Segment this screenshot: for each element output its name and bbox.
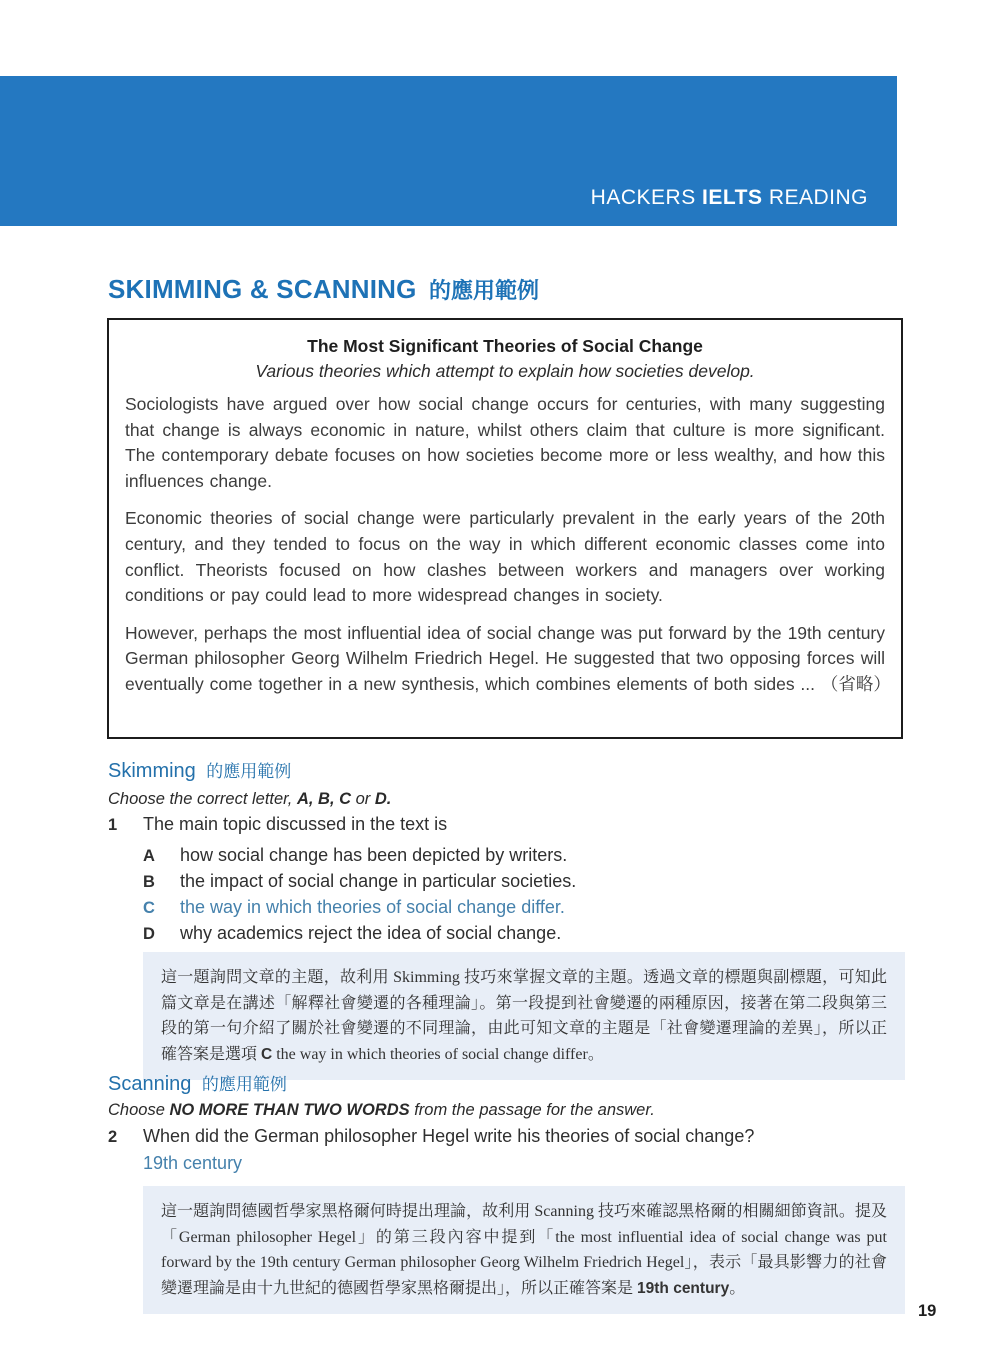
question-2-number: 2 [108, 1128, 118, 1146]
skimming-heading-chinese: 的應用範例 [206, 762, 292, 781]
option-a [143, 842, 576, 868]
question-1-options [143, 842, 576, 946]
question-1-text: The main topic discussed in the text is [143, 814, 448, 834]
scanning-explanation-box [143, 1186, 905, 1314]
text-segment: from the passage for the answer. [409, 1101, 655, 1119]
brand-title [591, 186, 868, 210]
skimming-explanation-box [143, 952, 905, 1080]
text-segment: 這一題詢問文章的主題，故利用 Skimming 技巧來掌握文章的主題。透過文章的標題與副標題，可知此篇文章是在講述「解釋社會變遷的各種理論」。第一段提到社會變遷的兩種原因，接著在第二段與第三段的第一句介紹了關於社會變遷的不同理論，由此可知文章的主題是「社會變遷理論的差異」，所以正確答案是選項 [161, 969, 887, 1063]
question-2-text: When did the German philosopher Hegel write his theories of social change? [143, 1126, 755, 1146]
scanning-heading-english: Scanning [108, 1073, 192, 1095]
question-2 [108, 1126, 754, 1147]
option-a-letter: A [143, 847, 155, 865]
page-title-chinese: 的應用範例 [429, 278, 540, 303]
text-segment: Choose the correct letter, [108, 790, 297, 808]
skimming-section-heading [108, 757, 291, 783]
text-segment: C [261, 1045, 273, 1063]
scanning-heading-chinese: 的應用範例 [201, 1075, 287, 1094]
option-b [143, 868, 576, 894]
text-segment: READING [762, 186, 868, 209]
text-segment: 19th century [637, 1279, 730, 1297]
scanning-instruction [108, 1101, 655, 1120]
option-c-text: the way in which theories of social change differ. [180, 897, 565, 917]
text-segment: 這一題詢問德國哲學家黑格爾何時提出理論，故利用 Scanning 技巧來確認黑格爾的相關細節資訊。提及「German philosopher Hegel」的第三段內容中提到「the most influential idea of social change was put forward by the 19th century German philosopher Georg Wilhelm Friedrich Hegel」，表示「最具影響力的社會變遷理論是由十九世紀的德國哲學家黑格爾提出」，所以正確答案是 [161, 1203, 887, 1297]
option-c [143, 894, 576, 920]
text-segment: the way in which theories of social change differ。 [272, 1045, 604, 1063]
header-band [0, 76, 897, 226]
text-segment: HACKERS [590, 186, 703, 209]
option-b-text: the impact of social change in particular societies. [180, 871, 577, 891]
skimming-heading-english: Skimming [108, 760, 196, 782]
page-title-english: SKIMMING & SCANNING [108, 274, 417, 304]
option-d-text: why academics reject the idea of social change. [180, 923, 562, 943]
option-a-text: how social change has been depicted by writers. [180, 845, 568, 865]
option-d-letter: D [143, 925, 155, 943]
passage-box [107, 318, 903, 739]
passage-subtitle: Various theories which attempt to explain how societies develop. [255, 361, 755, 381]
text-segment: IELTS [702, 186, 763, 209]
text-segment: A, B, C [296, 790, 352, 808]
text-segment: or [351, 790, 375, 808]
question-2-answer: 19th century [143, 1153, 243, 1173]
question-1-number: 1 [108, 816, 118, 834]
passage-paragraph: Sociologists have argued over how social change occurs for centuries, with many suggesting that change is always economic in nature, whilst others claim that culture is more significant. The contemporary debate focuses on how societies become more or less wealthy, and how this influences change. [125, 394, 885, 491]
passage-paragraph: Economic theories of social change were particularly prevalent in the early years of the 20th century, and they tended to focus on the way in which different economic classes come into conflict. Theorists focused on how clashes between workers and managers over working conditions or pay could lead to more widespread changes in society. [125, 508, 885, 606]
text-segment: NO MORE THAN TWO WORDS [169, 1101, 410, 1119]
option-b-letter: B [143, 873, 155, 891]
page-title [108, 274, 539, 305]
passage-title: The Most Significant Theories of Social Change [307, 336, 703, 356]
skimming-instruction [108, 790, 391, 809]
text-segment: 。 [729, 1279, 746, 1297]
passage-paragraph: However, perhaps the most influential idea of social change was put forward by the 19th century German philosopher Georg Wilhelm Friedrich Hegel. He suggested that two opposing forces will eventually come together in a new synthesis, which combines elements of both sides ... （省略） [125, 622, 891, 694]
scanning-section-heading [108, 1070, 287, 1096]
page-number: 19 [918, 1302, 937, 1320]
text-segment: Choose [108, 1101, 170, 1119]
question-1 [108, 814, 447, 835]
option-d [143, 920, 576, 946]
option-c-letter: C [143, 899, 155, 917]
text-segment: D. [374, 790, 392, 808]
